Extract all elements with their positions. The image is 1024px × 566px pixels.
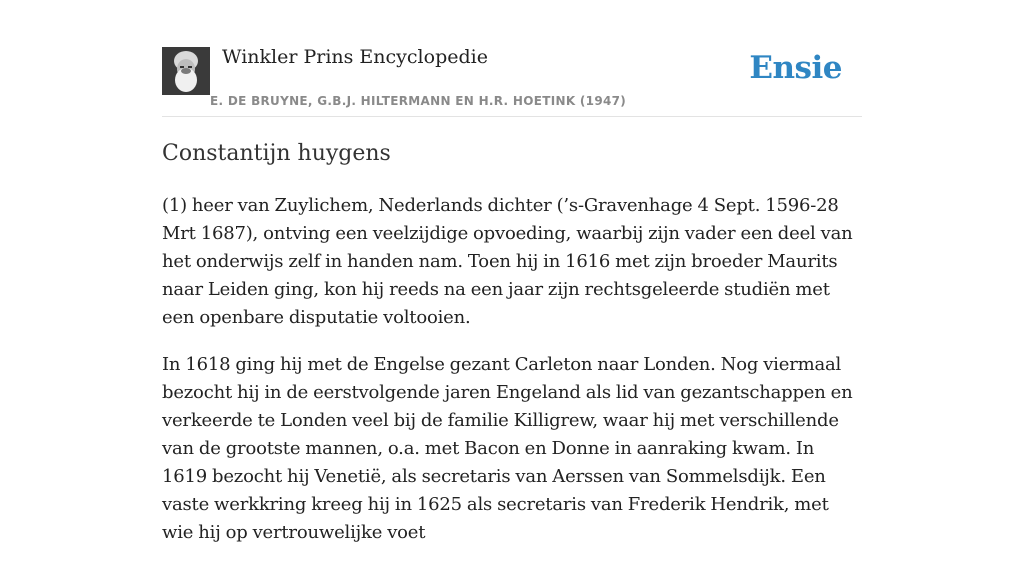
article-body [162, 192, 862, 566]
site-header [162, 0, 862, 117]
content-column [162, 0, 862, 543]
article-paragraph: (1) heer van Zuylichem, Nederlands dichter (’s-Gravenhage 4 Sept. 1596-28 Mrt 1687), ontving een veelzijdige opvoeding, waarbij zijn vader een deel van het onderwijs zelf in handen nam. Toen hij in 1616 met zijn broeder Maurits naar Leiden ging, kon hij reeds na een jaar zijn rechtsgeleerde studiën met een openbare disputatie voltooien. [162, 195, 853, 328]
portrait-icon [162, 47, 210, 95]
site-title[interactable]: Winkler Prins Encyclopedie [222, 46, 488, 68]
article-paragraph: In 1618 ging hij met de Engelse gezant Carleton naar Londen. Nog viermaal bezocht hij in de eerstvolgende jaren Engeland als lid van gezantschappen en verkeerde te Londen veel bij de familie Killigrew, waar hij met verschillende van de grootste mannen, o.a. met Bacon en Donne in aanraking kwam. In 1619 bezocht hij Venetië, als secretaris van Aerssen van Sommelsdijk. Een vaste werkkring kreeg hij in 1625 als secretaris van Frederik Hendrik, met wie hij op vertrouwelijke voet [162, 354, 853, 543]
ensie-logo[interactable]: Ensie [749, 50, 842, 86]
article-title: Constantijn huygens [162, 141, 391, 166]
author-avatar[interactable] [162, 47, 210, 95]
source-authors: E. DE BRUYNE, G.B.J. HILTERMANN EN H.R. HOETINK (1947) [210, 94, 627, 108]
